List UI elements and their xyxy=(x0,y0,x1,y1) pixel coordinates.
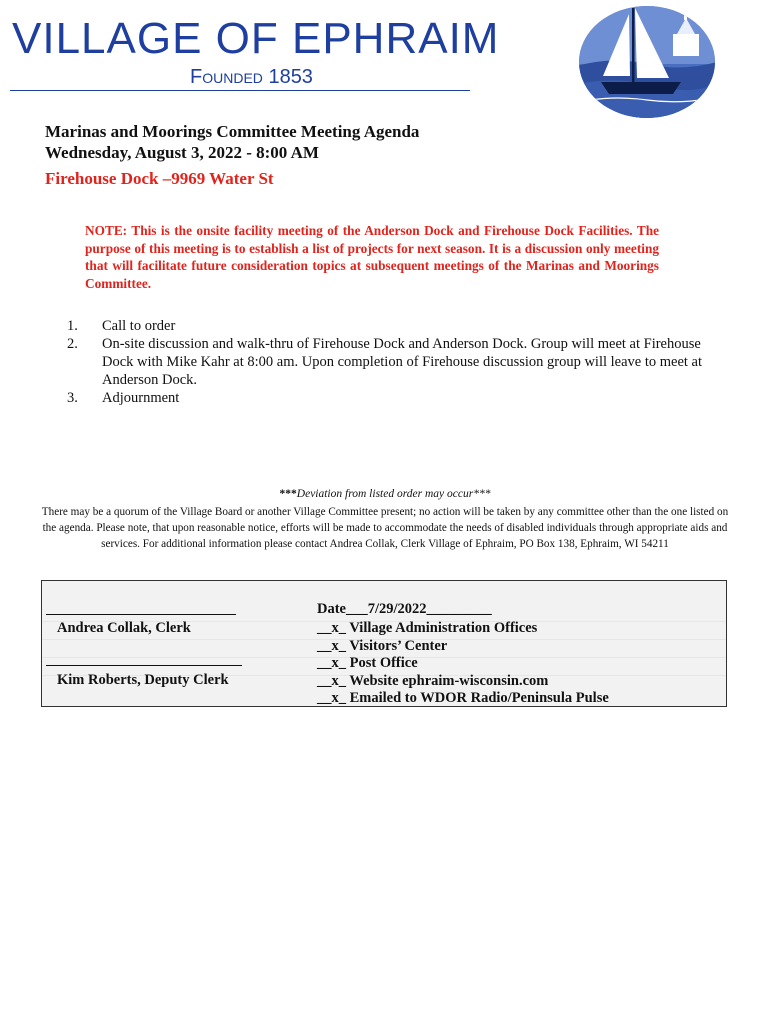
agenda-item-text: Call to order xyxy=(102,318,176,334)
agenda-item-number: 1. xyxy=(67,318,78,334)
posting-location: __x_ Village Administration Offices xyxy=(317,620,538,636)
disclaimer-text: There may be a quorum of the Village Board or another Village Committee present; no action will be taken by any committee other than the one listed on the agenda. Please note, that upon reasonable notice, efforts will be made to accommodate the needs of disabled individuals through appropriate aids and services. For additional information please contact Andrea Collak, Clerk Village of Ephraim, PO Box 138, Ephraim, WI 54211 xyxy=(41,506,729,550)
posting-location: __x_ Visitors’ Center xyxy=(317,638,448,654)
posting-box xyxy=(41,580,727,707)
founded-subtitle: Founded 1853 xyxy=(190,66,313,88)
meeting-title: Marinas and Moorings Committee Meeting Agenda xyxy=(45,122,420,141)
village-title: VILLAGE OF EPHRAIM xyxy=(12,14,500,63)
deputy-clerk-name: Kim Roberts, Deputy Clerk xyxy=(57,672,229,688)
meeting-location: Firehouse Dock –9969 Water St xyxy=(45,169,274,188)
agenda-item-number: 3. xyxy=(67,390,78,406)
agenda-item-number: 2. xyxy=(67,336,78,352)
agenda-item xyxy=(50,317,710,335)
posting-date: Date___7/29/2022_________ xyxy=(317,601,492,617)
agenda-list xyxy=(50,317,710,407)
meeting-note: NOTE: This is the onsite facility meeting of the Anderson Dock and Firehouse Dock Facilities. The purpose of this meeting is to establish a list of projects for next season. It is a discussion only meeting that will facilitate future consideration topics at subsequent meetings of the Marinas and Moorings Committee. xyxy=(85,223,659,291)
clerk-signature-line xyxy=(46,614,236,615)
deviation-text: Deviation from listed order may occur*** xyxy=(296,488,491,500)
posting-location: __x_ Emailed to WDOR Radio/Peninsula Pulse xyxy=(317,690,609,706)
agenda-item xyxy=(50,389,710,407)
posting-location: __x_ Website ephraim-wisconsin.com xyxy=(317,673,549,689)
clerk-name: Andrea Collak, Clerk xyxy=(57,620,191,636)
deviation-notice xyxy=(0,487,770,501)
letterhead-rule xyxy=(10,90,470,91)
agenda-item-text: On-site discussion and walk-thru of Firehouse Dock and Anderson Dock. Group will meet at Firehouse Dock with Mike Kahr at 8:00 am. Upon completion of Firehouse discussion group will leave to meet at Anderson Dock. xyxy=(102,336,703,388)
agenda-item-text: Adjournment xyxy=(102,390,180,406)
sailboat-logo-icon xyxy=(577,4,717,120)
meeting-date: Wednesday, August 3, 2022 - 8:00 AM xyxy=(45,143,319,162)
agenda-item xyxy=(50,335,710,389)
deputy-signature-line xyxy=(46,665,242,666)
deviation-prefix: *** xyxy=(279,488,297,500)
posting-location: __x_ Post Office xyxy=(317,655,418,671)
